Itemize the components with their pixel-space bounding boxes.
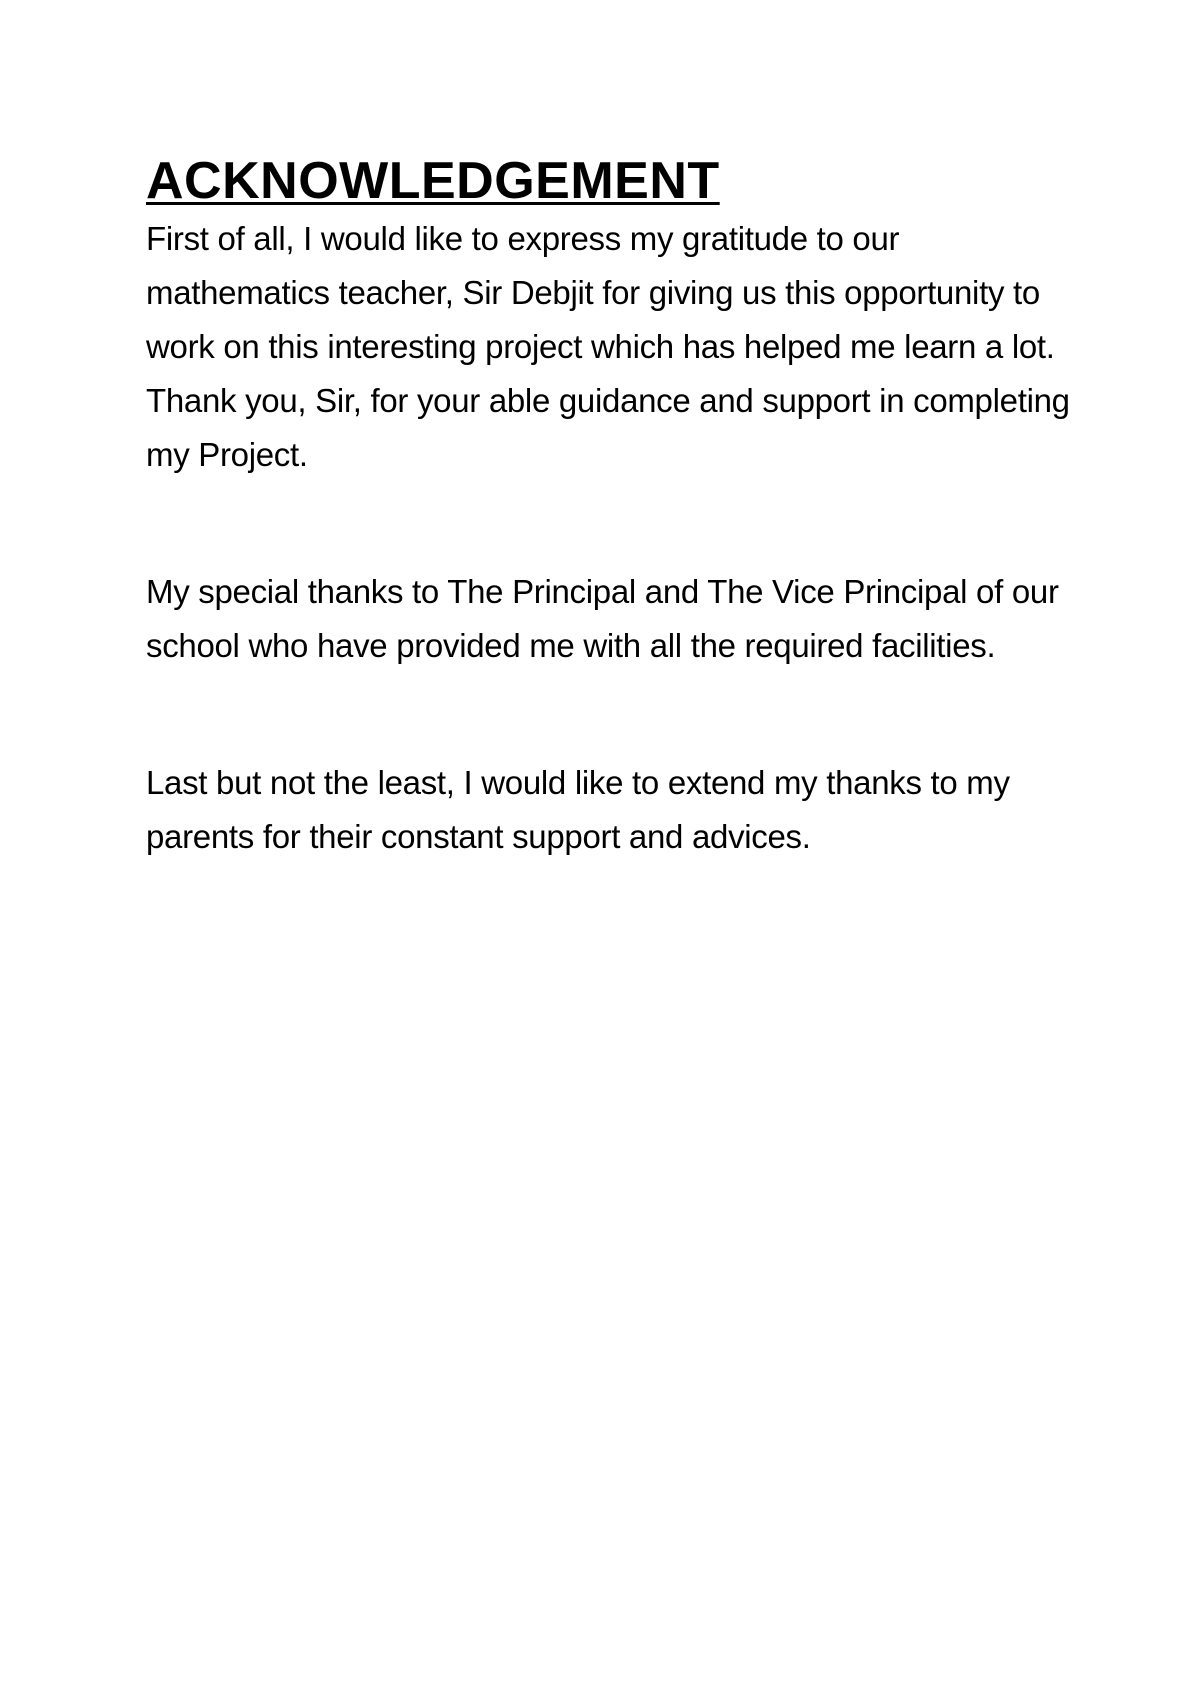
paragraph-gratitude-teacher: First of all, I would like to express my gratitude to our mathematics teacher, Sir Debjit for giving us this opportunity to work on this interesting project which has helped me learn a lot. Thank you, Sir, for your able guidance and support in completing my Project. (146, 220, 1070, 473)
paragraph-thanks-principal: My special thanks to The Principal and The Vice Principal of our school who have provided me with all the required facilities. (146, 573, 1059, 664)
page-title: ACKNOWLEDGEMENT (146, 152, 720, 210)
document-content (146, 150, 1076, 864)
paragraph-thanks-parents: Last but not the least, I would like to extend my thanks to my parents for their constant support and advices. (146, 764, 1010, 855)
